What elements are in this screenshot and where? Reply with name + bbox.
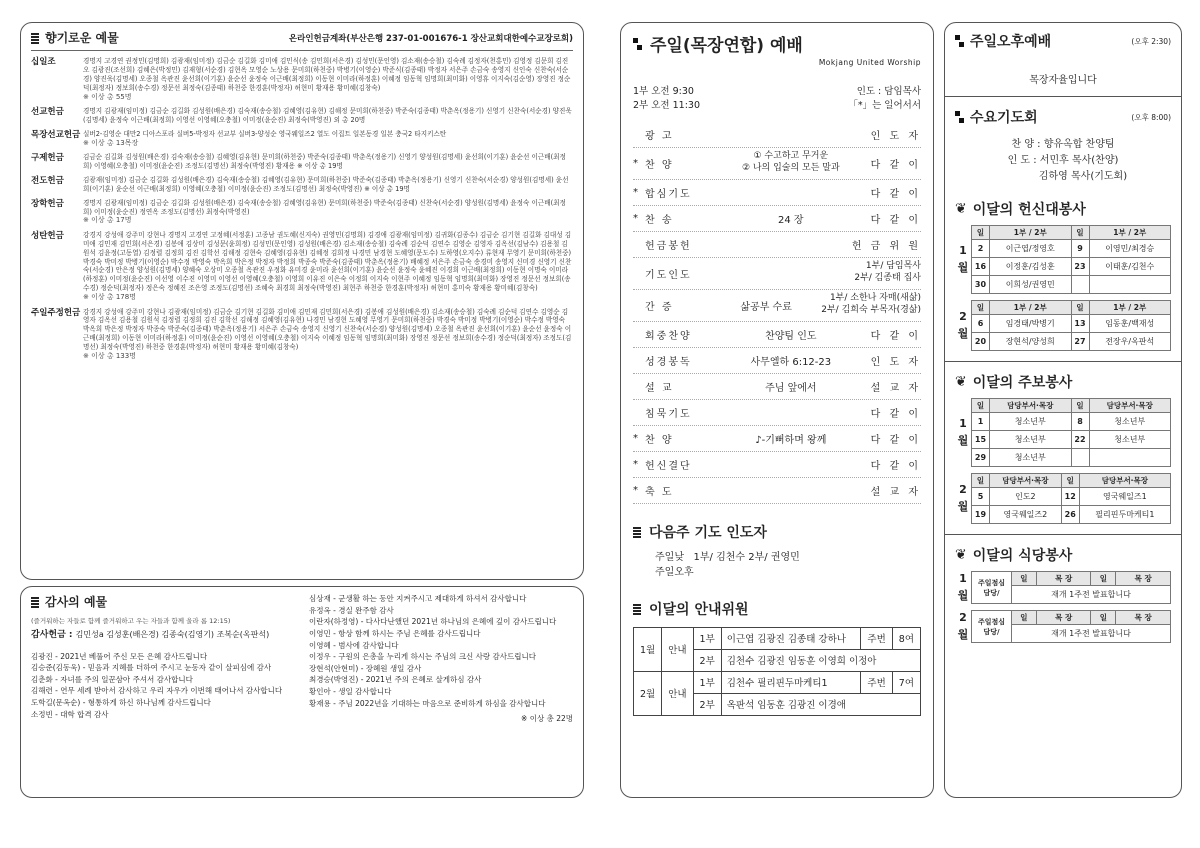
order-name: 간 증 xyxy=(645,301,674,313)
schedule-head-cell: 일 xyxy=(1091,611,1116,625)
schedule-head-cell: 목 장 xyxy=(1036,572,1091,586)
schedule-cell: 전장우/옥판석 xyxy=(1089,333,1171,351)
order-content-line: 찬양팀 인도 xyxy=(765,330,817,342)
order-content xyxy=(711,298,821,313)
offering-label: 장학헌금 xyxy=(31,198,64,209)
order-row xyxy=(633,148,921,180)
cafe-label2: 담당/ xyxy=(983,627,1000,636)
offering-row xyxy=(31,153,573,171)
order-content xyxy=(711,151,871,174)
order-name: 찬 양 xyxy=(645,159,674,171)
schedule-header xyxy=(972,301,1171,315)
schedule-cell xyxy=(1071,449,1089,467)
thanks-line: 김해련 - 연무 세례 받아서 감사하고 우리 자우가 이번해 태어나서 감사합니다 xyxy=(31,686,283,696)
order-name: 헌신결단 xyxy=(645,460,692,472)
month-block xyxy=(955,571,1171,604)
schedule-head-cell: 목 장 xyxy=(1116,572,1171,586)
order-content-line: ① 수고하고 무거운 xyxy=(753,151,829,162)
order-row xyxy=(633,180,921,206)
offering-label: 선교헌금 xyxy=(31,107,64,117)
order-content xyxy=(711,431,871,446)
thanks-line: 이란자(하정영) - 다사다난했던 2021년 하나님의 은혜에 깊이 감사드립니다 xyxy=(309,617,557,627)
order-person xyxy=(821,293,921,316)
thanks-line: 김춘화 - 자녀를 주의 일꾼삼아 주셔서 감사합니다 xyxy=(31,674,193,684)
offering-names xyxy=(83,153,573,171)
month-number: 1 xyxy=(959,244,967,257)
leader-note: 인도 : 담임목사 xyxy=(856,86,921,97)
month-block xyxy=(955,398,1171,467)
offering-names xyxy=(83,57,573,102)
leaf-icon: ❦ xyxy=(955,201,967,217)
schedule-head-cell: 일 xyxy=(1071,226,1089,240)
order-row xyxy=(633,322,921,348)
order-person xyxy=(871,379,921,394)
schedule-cell: 청소년부 xyxy=(1089,431,1171,449)
offering-row xyxy=(31,231,573,303)
order-content-line: 주님 앞에서 xyxy=(765,382,817,394)
offering-label: 전도헌금 xyxy=(31,175,64,186)
order-person-line: 설 교 자 xyxy=(870,382,921,394)
order-person xyxy=(871,156,921,171)
bulletin-title: ❦ 이달의 주보봉사 xyxy=(955,374,1073,391)
schedule-cell: 2 xyxy=(972,240,990,258)
order-name: 축 도 xyxy=(645,486,674,498)
schedule-cell: 장현석/양성희 xyxy=(990,333,1072,351)
schedule-cell xyxy=(1089,276,1171,294)
leaf-icon: ❦ xyxy=(955,374,967,390)
order-content-line: ♪-기뻐하며 왕께 xyxy=(755,434,827,446)
offering-row xyxy=(31,130,573,148)
order-star: * xyxy=(633,157,638,169)
offering-row xyxy=(31,199,573,226)
schedule-header xyxy=(972,474,1171,488)
thanks-line: 장현석(안현미) - 장혜원 생일 감사 xyxy=(309,663,422,673)
dots-mark-icon xyxy=(955,111,964,123)
schedule-head-cell: 1부 / 2부 xyxy=(990,226,1072,240)
wednesday-title: 수요기도회 (오후 8:00) xyxy=(955,107,1171,127)
order-row xyxy=(633,348,921,374)
time-second: 2부 오전 11:30 xyxy=(633,100,700,112)
cafe-label2: 담당/ xyxy=(983,588,1000,597)
schedule-cell: 22 xyxy=(1071,431,1089,449)
schedule-cell: 필리핀두마케티1 xyxy=(1079,506,1170,524)
cafe-label-cell xyxy=(972,572,1012,604)
schedule-head-cell: 일 xyxy=(1071,301,1089,315)
schedule-cell: 청소년부 xyxy=(990,413,1072,431)
dedicate-schedule xyxy=(955,225,1171,351)
thanks-line: 김광진 - 2021년 베풀어 주신 모든 은혜 감사드립니다 xyxy=(31,651,208,661)
next-prayer-title: 다음주 기도 인도자 xyxy=(633,522,921,542)
order-content xyxy=(711,379,871,394)
thanks-verse: (즐거워하는 자들로 함께 즐거워하고 우는 자들과 함께 울라 롬 12:15) xyxy=(31,616,231,625)
schedule-cell: 이정훈/김성훈 xyxy=(990,258,1072,276)
order-row xyxy=(633,290,921,322)
order-person-line: 다 같 이 xyxy=(870,188,921,200)
offering-names xyxy=(83,176,573,194)
schedule-row xyxy=(972,333,1171,351)
month-suffix: 월 xyxy=(957,433,969,447)
offering-label: 주일주정헌금 xyxy=(31,307,81,318)
offering-row xyxy=(31,107,573,125)
schedule-cell: 영국웨일즈1 xyxy=(1079,488,1170,506)
schedule-head-cell: 담당부서·목장 xyxy=(990,474,1062,488)
month-block xyxy=(955,610,1171,643)
offering-header xyxy=(31,29,573,51)
schedule-cell: 임동훈/백재성 xyxy=(1089,315,1171,333)
order-row xyxy=(633,400,921,426)
month-label xyxy=(955,225,971,294)
schedule-cell: 13 xyxy=(1071,315,1089,333)
schedule-cell: 26 xyxy=(1061,506,1079,524)
online-account: 온라인헌금계좌(부산은행 237-01-001676-1 장산교회대한예수교장로회) xyxy=(288,33,573,44)
offering-list xyxy=(31,57,573,361)
order-name: 합심기도 xyxy=(645,188,692,200)
offering-label: 목장선교헌금 xyxy=(31,129,81,140)
schedule-head-cell: 일 xyxy=(1071,399,1089,413)
thanks-right-lines xyxy=(309,593,573,709)
bulletin-schedule xyxy=(955,398,1171,524)
dedicate-title: ❦ 이달의 헌신대봉사 xyxy=(955,201,1086,218)
schedule-head-cell: 1부 / 2부 xyxy=(1089,226,1171,240)
guide-title: 이달의 안내위원 xyxy=(633,599,921,619)
thanks-left-column xyxy=(31,593,295,725)
worship-panel xyxy=(620,22,934,798)
schedule-cell: 이영민/최경승 xyxy=(1089,240,1171,258)
thanks-line: 황인아 - 생일 감사합니다 xyxy=(309,687,392,696)
schedule-cell: 영국웨일즈2 xyxy=(990,506,1062,524)
thanks-main: 감사헌금 : 김민성a 김성훈(배은경) 김종숙(김영기) 조복순(옥판석) xyxy=(31,629,270,640)
thanks-title: 감사의 예물 xyxy=(31,593,295,612)
right-panel xyxy=(944,22,1182,798)
month-number: 2 xyxy=(959,483,967,496)
schedule-cell: 이근엽/정영호 xyxy=(990,240,1072,258)
offering-name-list: 실버2-김영순 대만2 디아스포라 실버5-박정자 선교부 실버3-양성순 영국웨일즈2 열도 이집트 일본동경 일본 충국2 타지키스탄 xyxy=(83,129,447,138)
order-row xyxy=(633,258,921,290)
schedule-row xyxy=(972,315,1171,333)
order-content-line: 삶공부 수료 xyxy=(740,301,792,313)
order-name: 찬 양 xyxy=(645,434,674,446)
order-person xyxy=(871,353,921,368)
order-person-line: 다 같 이 xyxy=(870,460,921,472)
thanks-panel xyxy=(20,586,584,798)
order-row xyxy=(633,232,921,258)
order-person xyxy=(852,237,921,252)
schedule-head-cell: 1부 / 2부 xyxy=(1089,301,1171,315)
month-block xyxy=(955,225,1171,294)
order-person-line: 2부/ 김종태 집사 xyxy=(854,273,921,283)
order-row xyxy=(633,122,921,148)
offering-panel xyxy=(20,22,584,580)
order-person-line: 인 도 자 xyxy=(870,130,921,142)
schedule-head-cell: 일 xyxy=(972,399,990,413)
schedule-header xyxy=(972,226,1171,240)
cafe-table xyxy=(971,610,1171,643)
month-suffix: 월 xyxy=(957,588,969,602)
cafe-title: ❦ 이달의 식당봉사 xyxy=(955,547,1073,564)
schedule-header xyxy=(972,572,1171,586)
order-name: 설 교 xyxy=(645,382,674,394)
schedule-table xyxy=(971,225,1171,294)
cafe-label-cell xyxy=(972,611,1012,643)
thanks-line: 이정우 - 구원의 은총을 누리게 하시는 주님의 크신 사랑 감사드립니다 xyxy=(309,652,537,662)
cafe-schedule xyxy=(955,571,1171,643)
thanks-left-lines xyxy=(31,651,295,721)
order-row xyxy=(633,206,921,232)
schedule-head-cell: 목 장 xyxy=(1116,611,1171,625)
order-content-line: 사무엘하 6:12-23 xyxy=(750,356,832,368)
month-label xyxy=(955,300,971,351)
order-star: * xyxy=(633,432,638,444)
order-person xyxy=(854,261,921,284)
schedule-head-cell: 일 xyxy=(972,226,990,240)
order-person-line: 2부/ 김희숙 부목자(경삶) xyxy=(821,305,921,315)
thanks-line: 소정빈 - 대학 합격 감사 xyxy=(31,709,109,719)
order-person-line: 1부/ 담임목사 xyxy=(865,261,921,272)
schedule-head-cell: 일 xyxy=(1012,572,1037,586)
afternoon-title: 주일오후예배 (오후 2:30) xyxy=(955,31,1171,51)
order-person xyxy=(871,483,921,498)
schedule-table xyxy=(971,398,1171,467)
schedule-cell: 9 xyxy=(1071,240,1089,258)
schedule-row xyxy=(972,240,1171,258)
schedule-head-cell: 1부 / 2부 xyxy=(990,301,1072,315)
offering-row xyxy=(31,308,573,362)
order-person-line: 인 도 자 xyxy=(870,356,921,368)
schedule-cell: 19 xyxy=(972,506,990,524)
schedule-cell: 청소년부 xyxy=(1089,413,1171,431)
order-name: 기도인도 xyxy=(645,269,692,281)
order-person-line: 다 같 이 xyxy=(870,434,921,446)
cafe-table xyxy=(971,571,1171,604)
worship-title: 주일(목장연합) 예배 xyxy=(633,31,921,56)
offering-label: 성탄헌금 xyxy=(31,230,64,241)
order-person xyxy=(871,457,921,472)
offering-total: ※ 이상 총 13목장 xyxy=(83,138,139,147)
order-person-line: 헌 금 위 원 xyxy=(851,240,921,252)
schedule-cell: 청소년부 xyxy=(990,449,1072,467)
schedule-head-cell: 목 장 xyxy=(1036,611,1091,625)
offering-total: ※ 이상 총 17명 xyxy=(83,216,132,225)
order-content xyxy=(711,211,871,226)
thanks-total: ※ 이상 총 22명 xyxy=(521,714,573,724)
schedule-row xyxy=(972,488,1171,506)
offering-name-list: 김금순 김길화 김성원(배은경) 김숙재(송승철) 김혜영(김유현) 문미희(하천중) 박준숙(김종태) 박춘옥(정용기) 신영기 양성원(김명세) 윤선희(이기훈) 윤순선 이근배(최정희) 이영혜(오충철) 이미정(윤순진) 조정도(김명선) 최정숙(박영진) 황재용 ※ 이상 총 19명 xyxy=(83,153,566,170)
schedule-row xyxy=(972,431,1171,449)
schedule-cell: 6 xyxy=(972,315,990,333)
month-number: 2 xyxy=(959,611,967,624)
order-name: 회중찬양 xyxy=(645,330,692,342)
schedule-cell xyxy=(1089,449,1171,467)
schedule-row xyxy=(972,506,1171,524)
order-star: * xyxy=(633,212,638,224)
schedule-cell: 이희성/권영민 xyxy=(990,276,1072,294)
order-person xyxy=(871,211,921,226)
month-suffix: 월 xyxy=(957,326,969,340)
offering-label: 십일조 xyxy=(31,57,56,67)
thanks-line: 이영민 - 항상 함께 하시는 주님 은혜를 감사드립니다 xyxy=(309,628,481,638)
order-person xyxy=(871,185,921,200)
schedule-cell: 23 xyxy=(1071,258,1089,276)
thanks-right-column xyxy=(309,593,573,725)
offering-row xyxy=(31,176,573,194)
offering-names xyxy=(83,199,573,226)
schedule-head-cell: 일 xyxy=(972,301,990,315)
offering-name-list: 김광재(임미정) 김금순 김길화 김성원(배은경) 김숙재(송승철) 김혜영(김유현) 문미희(하천중) 박준숙(김종태) 박춘옥(정용기) 신영기 신찬숙(서순경) 양성원(김명세) 윤선희(이기훈) 윤순선 이근배(최정희) 이영혜(오충철) 이미정(윤순진) 조정도(김명선) 최정숙(박영진) ※ 이상 총 19명 xyxy=(83,175,569,193)
guide-table: 1월 안내 1부 이근엽 김광진 김종태 강하나 주번 8여 2부 김천수 김광진 임동훈 이영희 이정아 2월 안내 1부 김천수 필리핀두마케티1 주번 7여 2부 옥판석 임동훈 김광진 이경애 xyxy=(633,627,921,716)
stand-note: 「*」는 일어서서 xyxy=(848,100,921,112)
thanks-line: 김승준(김동욱) - 믿음과 지혜를 더하여 주시고 눈동자 같이 살피심에 감사 xyxy=(31,663,272,673)
month-label xyxy=(955,610,971,643)
offering-row xyxy=(31,57,573,102)
order-name: 침묵기도 xyxy=(645,408,692,420)
schedule-head-cell: 일 xyxy=(1061,474,1079,488)
month-number: 1 xyxy=(959,572,967,585)
month-block xyxy=(955,473,1171,524)
offering-total: ※ 이상 총 133명 xyxy=(83,352,136,361)
offering-total: ※ 이상 총 55명 xyxy=(83,92,132,101)
schedule-cell: 20 xyxy=(972,333,990,351)
thanks-line: 도학길(문옥순) - 형통하게 하신 하나님께 감사드립니다 xyxy=(31,698,211,708)
order-content xyxy=(711,327,871,342)
schedule-head-cell: 일 xyxy=(1012,611,1037,625)
schedule-cell: 27 xyxy=(1071,333,1089,351)
order-row xyxy=(633,426,921,452)
schedule-cell: 29 xyxy=(972,449,990,467)
month-number: 2 xyxy=(959,310,967,323)
schedule-row xyxy=(972,449,1171,467)
schedule-cell xyxy=(1071,276,1089,294)
schedule-cell: 16 xyxy=(972,258,990,276)
order-content xyxy=(711,353,871,368)
order-person-line: 다 같 이 xyxy=(870,159,921,171)
schedule-row xyxy=(972,258,1171,276)
cafe-note: 재개 1주전 발표합니다 xyxy=(1012,625,1171,643)
schedule-header xyxy=(972,399,1171,413)
schedule-cell: 청소년부 xyxy=(990,431,1072,449)
order-name: 찬 송 xyxy=(645,214,674,226)
thanks-line: 심상재 - 군생활 하는 동안 지켜주시고 제대하게 하셔서 감사합니다 xyxy=(309,594,527,603)
order-name: 성경봉독 xyxy=(645,356,692,368)
order-star: * xyxy=(633,186,638,198)
schedule-cell: 인도2 xyxy=(990,488,1062,506)
section-mark-icon xyxy=(31,32,39,44)
section-mark-icon xyxy=(633,526,641,538)
order-person-line: 설 교 자 xyxy=(870,486,921,498)
schedule-cell: 5 xyxy=(972,488,990,506)
cafe-note: 재개 1주전 발표합니다 xyxy=(1012,586,1171,604)
order-content-line: 24 장 xyxy=(778,214,804,226)
schedule-cell: 8 xyxy=(1071,413,1089,431)
worship-times xyxy=(633,85,921,114)
schedule-head-cell: 일 xyxy=(972,474,990,488)
order-row xyxy=(633,478,921,504)
schedule-row xyxy=(972,276,1171,294)
order-person-line: 다 같 이 xyxy=(870,330,921,342)
offering-names xyxy=(83,231,573,303)
month-suffix: 월 xyxy=(957,627,969,641)
offering-label: 구제헌금 xyxy=(31,153,64,164)
schedule-table xyxy=(971,300,1171,351)
thanks-line: 이영혜 - 범사에 감사합니다 xyxy=(309,640,399,650)
thanks-line: 황재용 - 주님 2022년을 기대하는 마음으로 준비하게 하심을 감사합니다 xyxy=(309,698,546,708)
order-person xyxy=(871,327,921,342)
month-suffix: 월 xyxy=(957,499,969,513)
leaf-icon: ❦ xyxy=(955,547,967,563)
cafe-label: 주일점심 xyxy=(977,578,1006,587)
order-star: * xyxy=(633,458,638,470)
schedule-cell: 12 xyxy=(1061,488,1079,506)
schedule-cell: 임경태/박병기 xyxy=(990,315,1072,333)
thanks-line: 최경승(박영진) - 2021년 주의 은혜로 살게하심 감사 xyxy=(309,675,482,685)
afternoon-text: 목장자율입니다 xyxy=(1029,75,1097,86)
offering-name-list: 경명지 고경연 권정민(김명희) 김광재(임미정) 김금순 김길화 김미애 김민식(송 김민희(서은경) 김성민(문인영) 김소재(송승철) 김숙례 김정자(천홍민) 김영정 김문희 김진오 김광진(조선희) 김혜은(박정민) 김재형(서순경) 김현옥 모영순 노상용 문미희(하천중) 박병기(이영순) 박준식(김종태) 박정자 서은주 손금숙 송영지 신인숙 신찬숙(서순경) 양진욱(김명세) 오종철 옥관진 윤선희(이기훈) 윤순선 윤정숙 이근배(최정희) 이동현 이미라(하정훈) 이혜정 임동혁 임명희(최미화) 이영휴 이지숙(김순영) 장영진 정순덕(최정자) 정보희(송수경) 정문선 최정숙(김종태) 하천중 한경훈(박정자) 허현미 황재용 황미혜(김창숙) xyxy=(83,57,571,92)
order-row xyxy=(633,374,921,400)
month-number: 1 xyxy=(959,417,967,430)
schedule-cell: 15 xyxy=(972,431,990,449)
month-block xyxy=(955,300,1171,351)
order-name: 헌금봉헌 xyxy=(645,240,692,252)
offering-names xyxy=(83,130,573,148)
order-star: * xyxy=(633,484,638,496)
offering-name-list: 강경지 강성애 강주미 강현나 경명지 고경연 고정혜(서정훈) 고종남 권도혜(신지숙) 권영민(김명희) 김경애 김광재(임미정) 김귀화(김종수) 김금순 김기현 김길화 김대성 김미애 김민재 김민희(서은경) 김봉애 김상미 김성문(윤희정) 김성민(문인영) 김성원(배은경) 김소재(송승철) 김숙례 김순덕 김연수 김영순 김영자 김옥선(김남수) 김용철 김원석 김윤정(고동열) 김정렬 김정희 김진 김학선 김해정 김현숙 김혜영(김유현) 김혜정 김희정 나경민 남경현 도혜영(문도수) 도하영(오지수) 류현재 무영기 문미희(하천중) 박경숙 박미정 박병기(이영순) 박수정 박영숙 박옥희 박은정 박정자 박정희 박종숙 박준숙(김종태) 박춘옥(정용기) 배혜정 서은주 손금숙 송경미 송영지 신미경 신영기 신찬숙(서순경) 안은정 양성원(김명세) 양혜숙 오상미 오종철 옥관진 우정화 유미경 윤미라 윤선희(이기훈) 윤순선 윤정숙 윤혜진 이경희 이근배(최정희) 이동현 이명숙 이미라(하정훈) 이미정(윤순진) 이선영 이수진 이영미 이영선 이영혜(오충철) 이영희 이유진 이은숙 이정희 이지숙 이현주 이혜정 임동혁 임명희(최미화) 장영진 정문선 정보희(송수경) 정순덕(최정자) 정은숙 정혜진 조은영 조정도(김명선) 조혜숙 최경희 최정숙(박영진) 최현주 하천중 한경훈(박정자) 허현미 홍미숙 황재용 황미혜(김창숙) xyxy=(83,230,572,293)
schedule-cell: 이태훈/김천수 xyxy=(1089,258,1171,276)
offering-names xyxy=(83,107,573,125)
offering-names xyxy=(83,308,573,362)
month-suffix: 월 xyxy=(957,260,969,274)
offering-name-list: 경명지 김광재(임미정) 김금순 김길화 김성원(배은경) 김숙재(송승철) 김혜영(김유현) 문미희(하천중) 박준숙(김종태) 신찬숙(서순경) 양성원(김명세) 윤정숙 이근배(최정희) 이미정(윤순진) 정연옥 조정도(김명선) 최정숙(박영진) xyxy=(83,198,566,216)
order-person-line: 다 같 이 xyxy=(870,214,921,226)
offering-title: 향기로운 예물 xyxy=(31,29,119,46)
schedule-head-cell: 담당부서·목장 xyxy=(1079,474,1170,488)
schedule-head-cell: 담당부서·목장 xyxy=(1089,399,1171,413)
month-label xyxy=(955,571,971,604)
order-person xyxy=(871,127,921,142)
schedule-head-cell: 일 xyxy=(1091,572,1116,586)
offering-name-list: 경명지 김광재(임미정) 김금순 김길화 김성원(배은경) 김숙재(송승철) 김혜영(김유현) 김해정 문미희(하천중) 박준숙(김종태) 박춘옥(정용기) 신영기 신찬숙(서순경) 양진욱(김명세) 윤정숙 이근배(최정희) 이영선 이영혜(오충철) 이미정(윤순진) 최정숙(박영진) 외 총 20명 xyxy=(83,107,572,124)
month-label xyxy=(955,473,971,524)
order-person xyxy=(871,405,921,420)
next-prayer-leaders: 주일낮 1부/ 김천수 2부/ 권영민 주일오후 xyxy=(655,551,800,578)
dots-mark-icon xyxy=(633,38,642,50)
time-first: 1부 오전 9:30 xyxy=(633,86,694,97)
schedule-cell: 1 xyxy=(972,413,990,431)
month-label xyxy=(955,398,971,467)
section-mark-icon xyxy=(633,603,641,615)
schedule-cell: 30 xyxy=(972,276,990,294)
dots-mark-icon xyxy=(955,35,964,47)
order-name: 광 고 xyxy=(645,130,674,142)
order-person-line: 1부/ 소한나 자매(새삶) xyxy=(829,293,921,304)
cafe-label: 주일점심 xyxy=(977,617,1006,626)
schedule-head-cell: 담당부서·목장 xyxy=(990,399,1072,413)
schedule-table xyxy=(971,473,1171,524)
order-of-worship xyxy=(633,122,921,504)
schedule-header xyxy=(972,611,1171,625)
schedule-row xyxy=(972,413,1171,431)
order-content-line: ② 나의 입술의 모든 말과 xyxy=(741,163,840,173)
offering-total: ※ 이상 총 178명 xyxy=(83,293,136,302)
section-mark-icon xyxy=(31,596,39,608)
thanks-line: 유정옥 - 경실 완주함 감사 xyxy=(309,605,394,615)
worship-english-title: Mokjang United Worship xyxy=(818,58,921,67)
offering-name-list: 강경지 강성애 강주미 강현나 김광재(임미정) 김금순 김기현 김길화 김미애 김민재 김민희(서은경) 김봉애 김성원(배은경) 김소재(송승철) 김숙례 김순덕 김연수 김영순 김영자 김옥선 김용철 김원석 김정렬 김정희 김진 김학선 김해정 김혜영(김유현) 나경민 남경현 도혜영 무영기 문미희(하천중) 박경숙 박미정 박병기(이영순) 박수정 박영숙 박옥희 박은정 박정자 박종숙 박준숙(김종태) 박춘옥(정용기) 서은주 손금숙 송영지 신영기 신찬숙(서순경) 양성원(김명세) 오종철 옥관진 윤선희(이기훈) 윤순선 윤정숙 이근배(최정희) 이동현 이미라(하정훈) 이미정(윤순진) 이영선 이영혜(오충철) 이지숙 이혜정 임동혁 임명희(최미화) 장영진 정문선 정보희(송수경) 정순덕(최정자) 조정도(김명선) 최정숙(박영진) 하천중 한경훈(박정자) 허현미 황재용 황미혜(김창숙) xyxy=(83,307,572,352)
order-person xyxy=(871,431,921,446)
wednesday-leaders: 찬 양 : 향유옥합 찬양팀 인 도 : 서민후 목사(찬양) 김하영 목사(기도회) xyxy=(1007,139,1128,182)
order-person-line: 다 같 이 xyxy=(870,408,921,420)
order-row xyxy=(633,452,921,478)
